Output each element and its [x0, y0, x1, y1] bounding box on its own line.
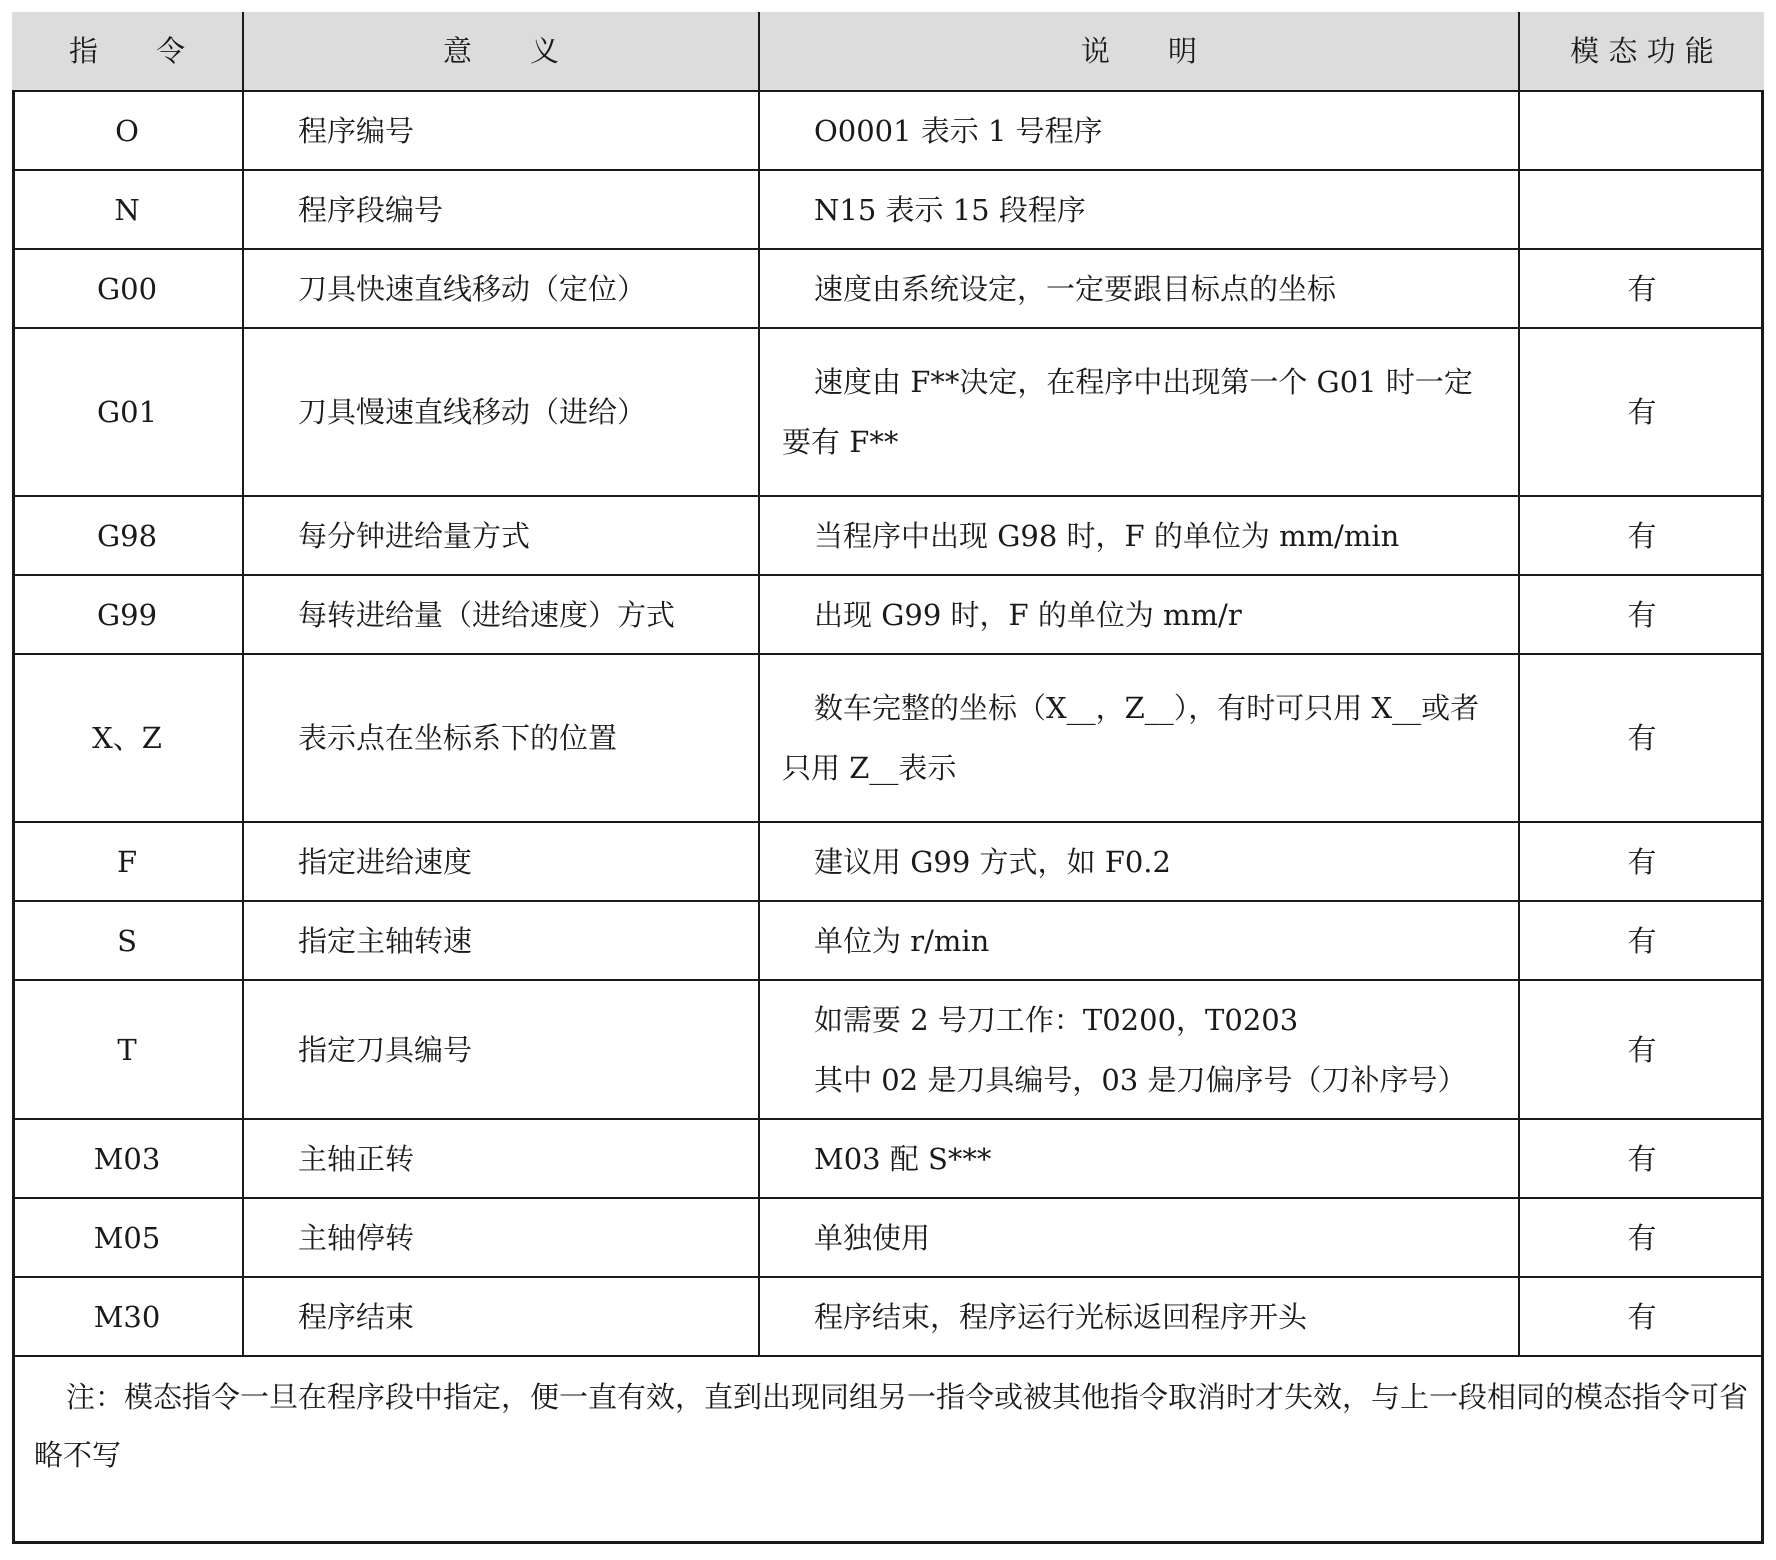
- description-line: 数车完整的坐标（X__，Z__），有时可只用 X__或者只用 Z__表示: [782, 691, 1480, 785]
- cell-modal: 有: [1519, 1119, 1764, 1198]
- cell-modal: 有: [1519, 575, 1764, 654]
- cell-cmd: G00: [12, 249, 243, 328]
- table-row: [12, 496, 1764, 575]
- table-body: [12, 91, 1764, 1356]
- cell-meaning: 主轴停转: [243, 1198, 759, 1277]
- cell-modal: 有: [1519, 901, 1764, 980]
- description-line: 单位为 r/min: [814, 923, 990, 958]
- table-row: [12, 1277, 1764, 1356]
- description-line: M03 配 S***: [814, 1141, 992, 1176]
- cell-modal: 有: [1519, 980, 1764, 1119]
- cell-meaning: 每转进给量（进给速度）方式: [243, 575, 759, 654]
- table-row: [12, 901, 1764, 980]
- cell-meaning: 程序段编号: [243, 170, 759, 249]
- cell-modal: 有: [1519, 1198, 1764, 1277]
- table-row: [12, 1198, 1764, 1277]
- cell-description: [759, 575, 1519, 654]
- header-modal: 模 态 功 能: [1519, 12, 1764, 91]
- cell-meaning: 指定刀具编号: [243, 980, 759, 1119]
- cell-modal: 有: [1519, 496, 1764, 575]
- table-note: 注：模态指令一旦在程序段中指定，便一直有效，直到出现同组另一指令或被其他指令取消时才失效，与上一段相同的模态指令可省略不写: [34, 1380, 1749, 1472]
- cell-cmd: F: [12, 822, 243, 901]
- table-row: [12, 575, 1764, 654]
- cell-modal: 有: [1519, 822, 1764, 901]
- cell-meaning: 表示点在坐标系下的位置: [243, 654, 759, 822]
- table-row: [12, 654, 1764, 822]
- cell-meaning: 程序编号: [243, 91, 759, 170]
- cell-description: [759, 901, 1519, 980]
- cell-description: [759, 249, 1519, 328]
- table-row: [12, 91, 1764, 170]
- table-row: [12, 328, 1764, 496]
- cell-modal: 有: [1519, 249, 1764, 328]
- cell-cmd: G99: [12, 575, 243, 654]
- table-row: [12, 170, 1764, 249]
- description-line: 建议用 G99 方式，如 F0.2: [814, 844, 1171, 879]
- table-row: [12, 822, 1764, 901]
- cell-description: [759, 170, 1519, 249]
- cell-cmd: M30: [12, 1277, 243, 1356]
- header-cmd: 指 令: [12, 12, 243, 91]
- cell-cmd: O: [12, 91, 243, 170]
- description-line: 出现 G99 时，F 的单位为 mm/r: [814, 597, 1242, 632]
- cell-cmd: X、Z: [12, 654, 243, 822]
- cell-meaning: 每分钟进给量方式: [243, 496, 759, 575]
- cell-description: [759, 1277, 1519, 1356]
- cell-description: [759, 654, 1519, 822]
- cell-description: [759, 1119, 1519, 1198]
- cell-modal: [1519, 170, 1764, 249]
- header-description: 说 明: [759, 12, 1519, 91]
- cell-cmd: G98: [12, 496, 243, 575]
- cell-description: [759, 1198, 1519, 1277]
- command-table: [12, 12, 1764, 1357]
- description-line: N15 表示 15 段程序: [814, 192, 1086, 227]
- description-line: 单独使用: [814, 1220, 931, 1255]
- cell-meaning: 刀具慢速直线移动（进给）: [243, 328, 759, 496]
- description-line: 速度由系统设定，一定要跟目标点的坐标: [814, 271, 1337, 306]
- cell-cmd: M03: [12, 1119, 243, 1198]
- cell-modal: 有: [1519, 1277, 1764, 1356]
- cell-cmd: T: [12, 980, 243, 1119]
- cell-description: [759, 328, 1519, 496]
- cell-description: [759, 980, 1519, 1119]
- cell-modal: [1519, 91, 1764, 170]
- table-row: [12, 980, 1764, 1119]
- description-line: O0001 表示 1 号程序: [814, 113, 1103, 148]
- cell-meaning: 主轴正转: [243, 1119, 759, 1198]
- cell-cmd: S: [12, 901, 243, 980]
- table-row: [12, 1119, 1764, 1198]
- cell-cmd: N: [12, 170, 243, 249]
- description-line: 速度由 F**决定，在程序中出现第一个 G01 时一定要有 F**: [782, 365, 1473, 459]
- cell-meaning: 刀具快速直线移动（定位）: [243, 249, 759, 328]
- header-meaning: 意 义: [243, 12, 759, 91]
- cell-meaning: 指定主轴转速: [243, 901, 759, 980]
- header-row: [12, 12, 1764, 91]
- description-line: 如需要 2 号刀工作：T0200，T0203: [814, 1002, 1299, 1037]
- cell-modal: 有: [1519, 328, 1764, 496]
- description-line: 其中 02 是刀具编号，03 是刀偏序号（刀补序号）: [814, 1062, 1467, 1097]
- cell-cmd: G01: [12, 328, 243, 496]
- cell-description: [759, 496, 1519, 575]
- cell-meaning: 程序结束: [243, 1277, 759, 1356]
- table-row: [12, 249, 1764, 328]
- description-line: 当程序中出现 G98 时，F 的单位为 mm/min: [814, 518, 1400, 553]
- cell-cmd: M05: [12, 1198, 243, 1277]
- cell-description: [759, 91, 1519, 170]
- cell-description: [759, 822, 1519, 901]
- cell-modal: 有: [1519, 654, 1764, 822]
- description-line: 程序结束，程序运行光标返回程序开头: [814, 1299, 1308, 1334]
- cell-meaning: 指定进给速度: [243, 822, 759, 901]
